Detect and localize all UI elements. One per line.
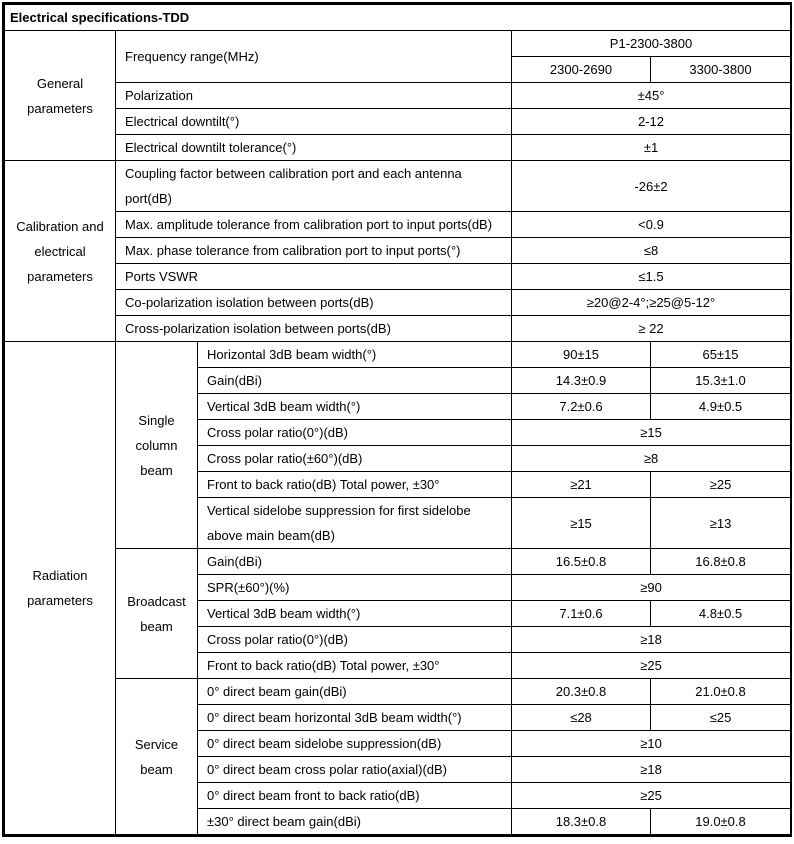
param-label: Cross polar ratio(0°)(dB)	[198, 420, 512, 446]
param-value-band1: 90±15	[512, 342, 651, 368]
spec-table	[4, 4, 791, 835]
param-label: Max. amplitude tolerance from calibration port to input ports(dB)	[116, 212, 512, 238]
param-label: Electrical downtilt(°)	[116, 109, 512, 135]
param-value-band1: 7.1±0.6	[512, 601, 651, 627]
band-header-low: 2300-2690	[512, 57, 651, 83]
beam-cell-single-column: Single column beam	[116, 342, 198, 549]
param-value-band2: 21.0±0.8	[651, 679, 791, 705]
param-value: ≥25	[512, 653, 791, 679]
param-value-band2: 4.8±0.5	[651, 601, 791, 627]
param-value-band1: ≥15	[512, 498, 651, 549]
param-value-band2: ≥13	[651, 498, 791, 549]
beam-cell-service: Service beam	[116, 679, 198, 835]
param-value: ≥8	[512, 446, 791, 472]
param-value-band2: 15.3±1.0	[651, 368, 791, 394]
param-value-band2: 4.9±0.5	[651, 394, 791, 420]
group-cell-radiation: Radiation parameters	[5, 342, 116, 835]
param-label: ±30° direct beam gain(dBi)	[198, 809, 512, 835]
param-value-band1: 20.3±0.8	[512, 679, 651, 705]
param-value-band1: 18.3±0.8	[512, 809, 651, 835]
beam-cell-broadcast: Broadcast beam	[116, 549, 198, 679]
param-value-band2: ≤25	[651, 705, 791, 731]
param-value-band1: 14.3±0.9	[512, 368, 651, 394]
param-value-band1: ≤28	[512, 705, 651, 731]
param-value: ≥10	[512, 731, 791, 757]
param-label: 0° direct beam front to back ratio(dB)	[198, 783, 512, 809]
param-value: ≥15	[512, 420, 791, 446]
param-label: Cross-polarization isolation between ports(dB)	[116, 316, 512, 342]
spec-table-container	[2, 2, 792, 837]
group-cell-general: General parameters	[5, 31, 116, 161]
param-label: Cross polar ratio(0°)(dB)	[198, 627, 512, 653]
param-label: 0° direct beam gain(dBi)	[198, 679, 512, 705]
table-title: Electrical specifications-TDD	[5, 5, 791, 31]
param-label: Gain(dBi)	[198, 368, 512, 394]
param-label: 0° direct beam sidelobe suppression(dB)	[198, 731, 512, 757]
param-label: 0° direct beam horizontal 3dB beam width(°)	[198, 705, 512, 731]
param-label: Cross polar ratio(±60°)(dB)	[198, 446, 512, 472]
param-value: ≥25	[512, 783, 791, 809]
param-label: Vertical 3dB beam width(°)	[198, 601, 512, 627]
param-label: Co-polarization isolation between ports(dB)	[116, 290, 512, 316]
param-value: ≤8	[512, 238, 791, 264]
param-label: SPR(±60°)(%)	[198, 575, 512, 601]
param-value-band2: ≥25	[651, 472, 791, 498]
band-header-high: 3300-3800	[651, 57, 791, 83]
param-label: 0° direct beam cross polar ratio(axial)(dB)	[198, 757, 512, 783]
param-label: Max. phase tolerance from calibration port to input ports(°)	[116, 238, 512, 264]
param-label: Vertical sidelobe suppression for first sidelobe above main beam(dB)	[198, 498, 512, 549]
param-label: Vertical 3dB beam width(°)	[198, 394, 512, 420]
param-label: Polarization	[116, 83, 512, 109]
param-value: 2-12	[512, 109, 791, 135]
param-label: Front to back ratio(dB) Total power, ±30°	[198, 653, 512, 679]
param-value-band2: 16.8±0.8	[651, 549, 791, 575]
param-label: Ports VSWR	[116, 264, 512, 290]
param-label: Horizontal 3dB beam width(°)	[198, 342, 512, 368]
param-value: <0.9	[512, 212, 791, 238]
param-value: -26±2	[512, 161, 791, 212]
param-value: ±45°	[512, 83, 791, 109]
param-value: ≥20@2-4°;≥25@5-12°	[512, 290, 791, 316]
param-label-frequency-range: Frequency range(MHz)	[116, 31, 512, 83]
param-value-band1: 7.2±0.6	[512, 394, 651, 420]
param-value: ≥18	[512, 757, 791, 783]
band-group-header: P1-2300-3800	[512, 31, 791, 57]
param-value: ±1	[512, 135, 791, 161]
param-value: ≥ 22	[512, 316, 791, 342]
param-label: Front to back ratio(dB) Total power, ±30°	[198, 472, 512, 498]
param-label: Gain(dBi)	[198, 549, 512, 575]
param-value-band1: 16.5±0.8	[512, 549, 651, 575]
param-value: ≥18	[512, 627, 791, 653]
group-cell-calibration: Calibration and electrical parameters	[5, 161, 116, 342]
param-value: ≥90	[512, 575, 791, 601]
param-value-band2: 19.0±0.8	[651, 809, 791, 835]
param-value: ≤1.5	[512, 264, 791, 290]
param-value-band2: 65±15	[651, 342, 791, 368]
param-label: Electrical downtilt tolerance(°)	[116, 135, 512, 161]
param-value-band1: ≥21	[512, 472, 651, 498]
param-label: Coupling factor between calibration port and each antenna port(dB)	[116, 161, 512, 212]
